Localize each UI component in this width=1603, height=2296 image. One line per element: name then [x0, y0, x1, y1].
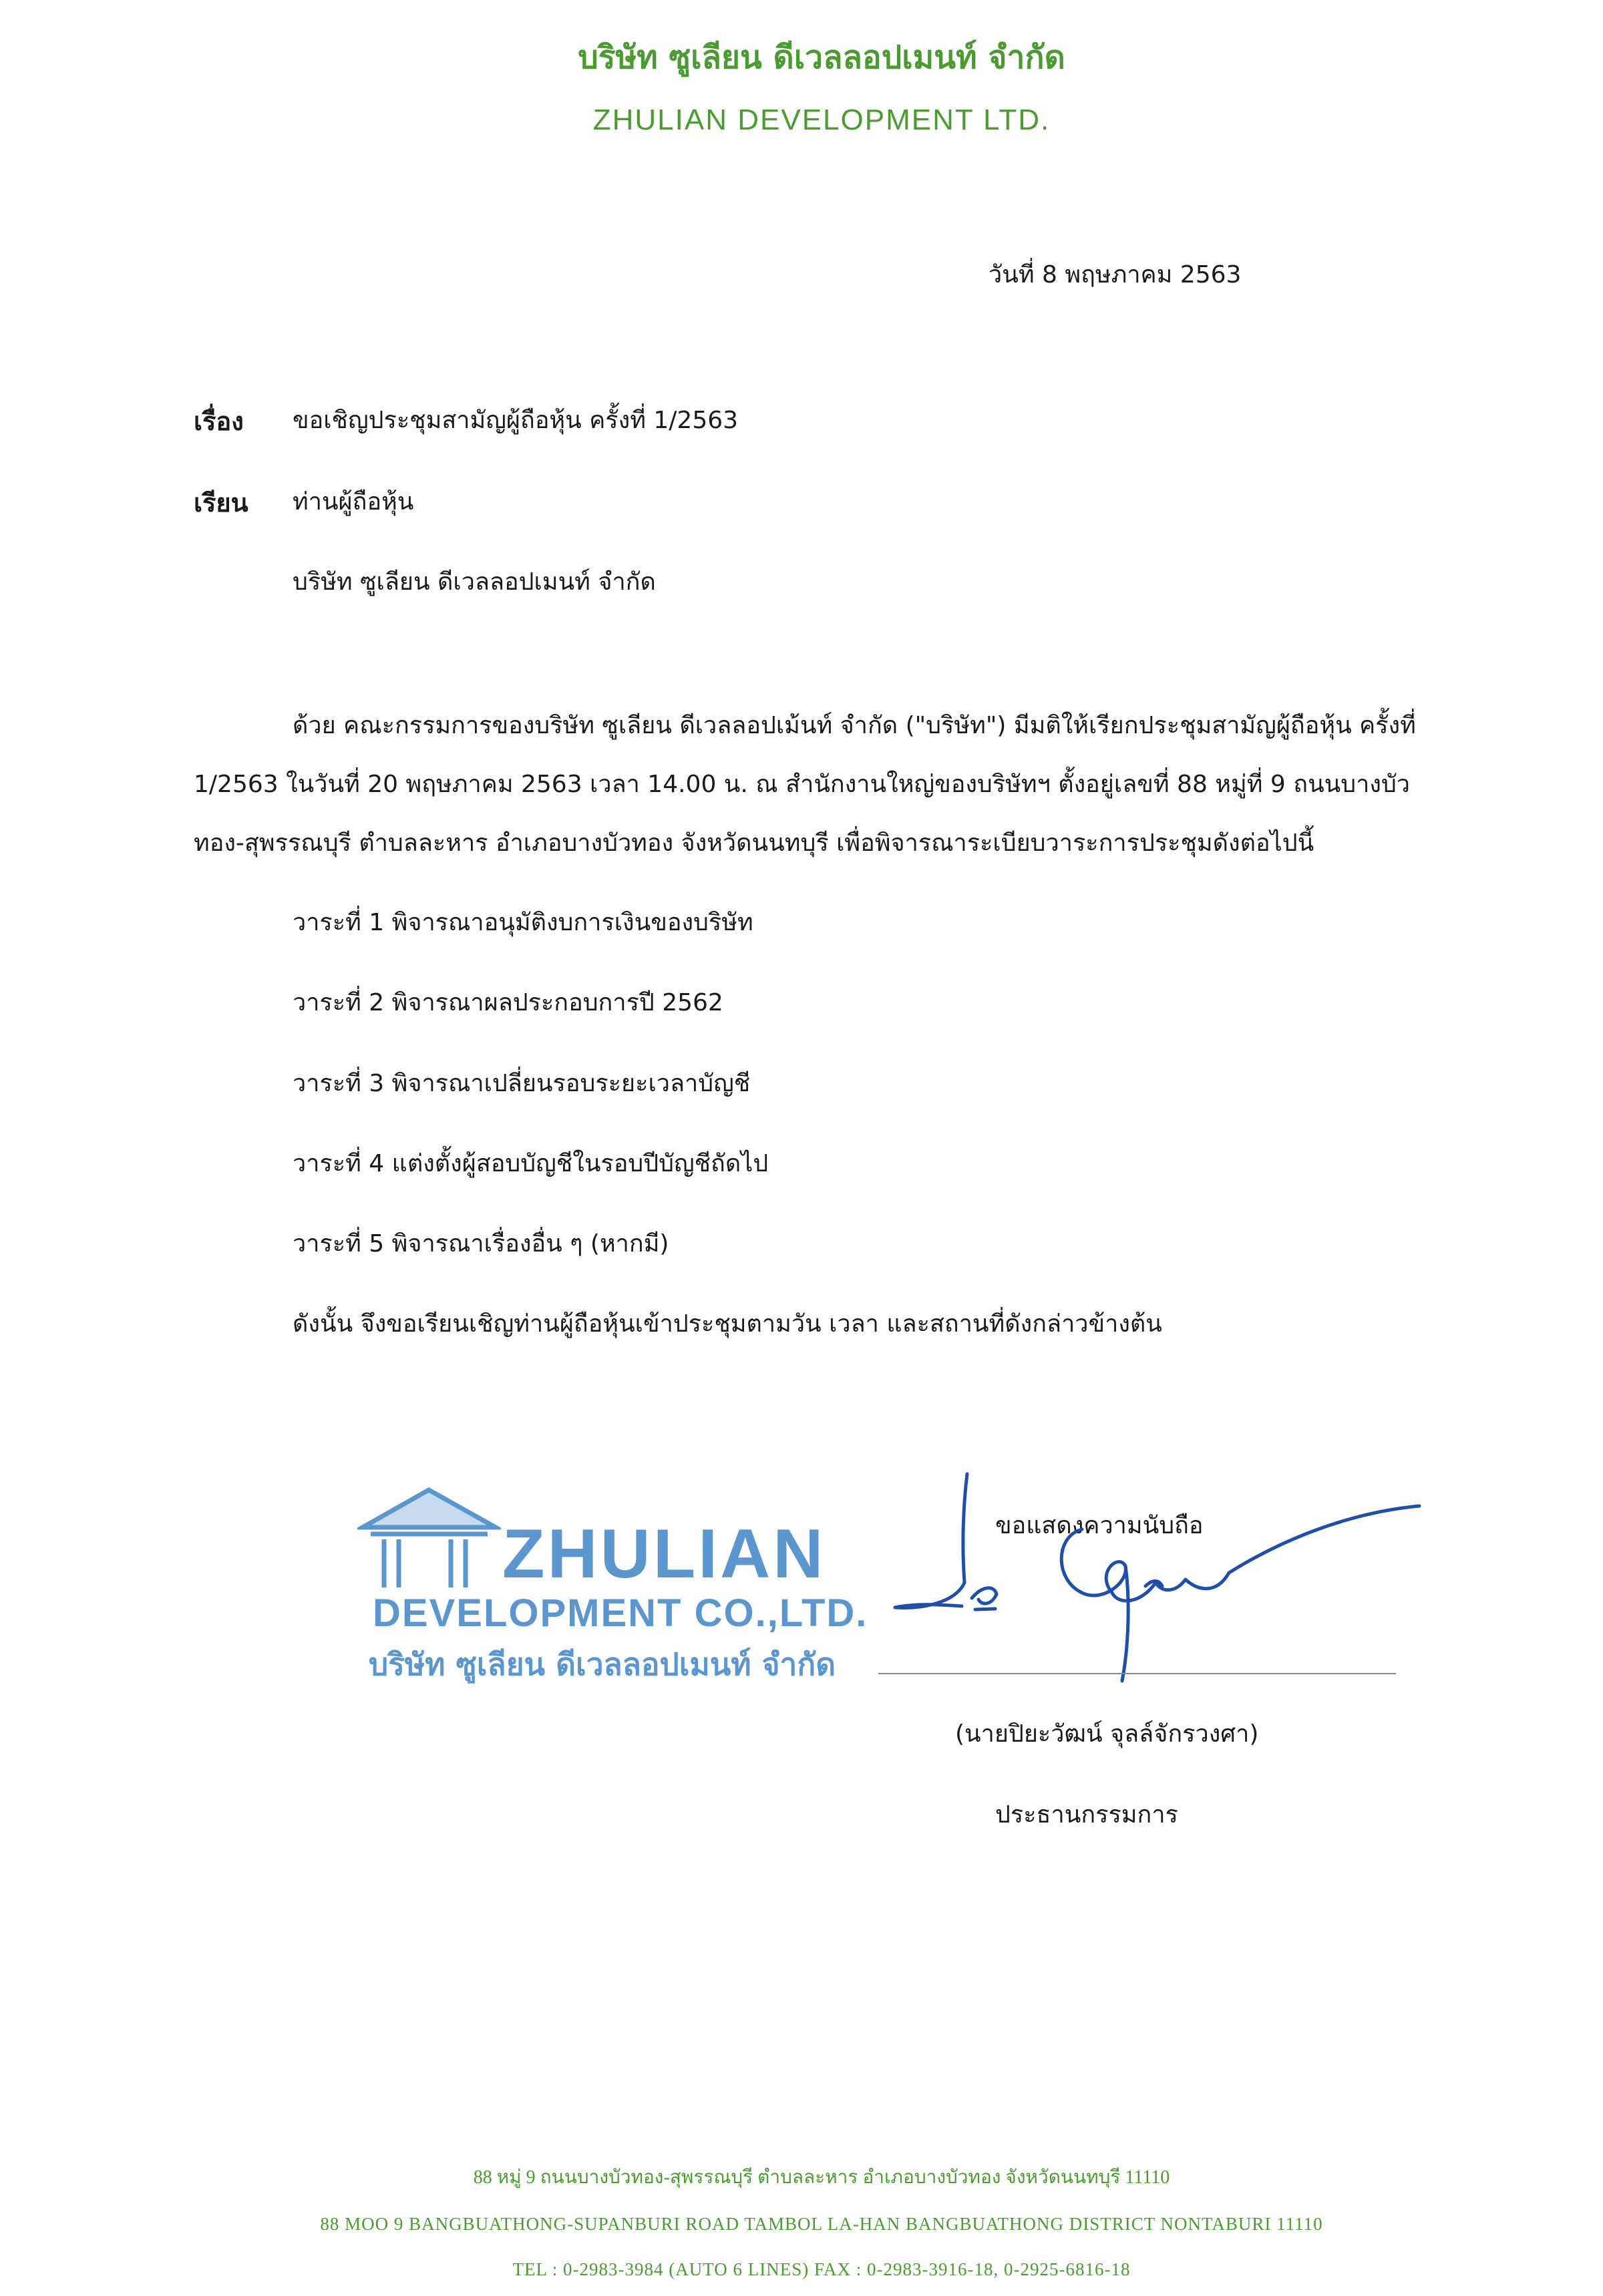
subject-label: เรื่อง: [194, 407, 244, 436]
body-line-3: ทอง-สุพรรณบุรี ตำบลละหาร อำเภอบางบัวทอง จังหวัดนนทบุรี เพื่อพิจารณาระเบียบวาระการประชุมดังต่อไปนี้: [194, 829, 1314, 857]
signature-line: [878, 1673, 1396, 1674]
to-text: ท่านผู้ถือหุ้น: [293, 488, 414, 516]
closing-text: ดังนั้น จึงขอเรียนเชิญท่านผู้ถือหุ้นเข้าประชุมตามวัน เวลา และสถานที่ดังกล่าวข้างต้น: [293, 1310, 1162, 1338]
house-logo-icon: [357, 1486, 501, 1593]
regards-text: ขอแสดงความนับถือ: [995, 1512, 1204, 1539]
agenda-item-3: วาระที่ 3 พิจารณาเปลี่ยนรอบระยะเวลาบัญชี: [293, 1070, 751, 1097]
footer-contact: TEL : 0-2983-3984 (AUTO 6 LINES) FAX : 0-2983-3916-18, 0-2925-6816-18: [512, 2259, 1131, 2279]
agenda-item-2: วาระที่ 2 พิจารณาผลประกอบการปี 2562: [293, 989, 723, 1016]
stamp-logo-text: ZHULIAN: [502, 1515, 826, 1593]
agenda-item-1: วาระที่ 1 พิจารณาอนุมัติงบการเงินของบริษัท: [293, 909, 753, 936]
to-company: บริษัท ซูเลียน ดีเวลลอปเมนท์ จำกัด: [293, 568, 656, 596]
signature-image: [882, 1466, 1429, 1686]
agenda-item-4: วาระที่ 4 แต่งตั้งผู้สอบบัญชีในรอบปีบัญชีถัดไป: [293, 1150, 769, 1177]
footer-address-en: 88 MOO 9 BANGBUATHONG-SUPANBURI ROAD TAMBOL LA-HAN BANGBUATHONG DISTRICT NONTABURI 11110: [320, 2214, 1323, 2234]
letter-date: วันที่ 8 พฤษภาคม 2563: [989, 261, 1242, 289]
letterhead-company-th: บริษัท ซูเลียน ดีเวลลอปเมนท์ จำกัด: [578, 39, 1065, 76]
stamp-company-en: DEVELOPMENT CO.,LTD.: [373, 1591, 868, 1635]
agenda-item-5: วาระที่ 5 พิจารณาเรื่องอื่น ๆ (หากมี): [293, 1230, 669, 1258]
subject-text: ขอเชิญประชุมสามัญผู้ถือหุ้น ครั้งที่ 1/2563: [293, 407, 739, 434]
signer-title: ประธานกรรมการ: [995, 1801, 1178, 1829]
to-label: เรียน: [194, 488, 248, 518]
body-line-1: ด้วย คณะกรรมการของบริษัท ซูเลียน ดีเวลลอปเม้นท์ จำกัด ("บริษัท") มีมติให้เรียกประชุมสามัญผู้ถือหุ้น ครั้งที่: [293, 712, 1416, 739]
body-line-2: 1/2563 ในวันที่ 20 พฤษภาคม 2563 เวลา 14.00 น. ณ สำนักงานใหญ่ของบริษัทฯ ตั้งอยู่เลขที่ 88 หมู่ที่ 9 ถนนบางบัว: [194, 771, 1411, 798]
footer-address-th: 88 หมู่ 9 ถนนบางบัวทอง-สุพรรณบุรี ตำบลละหาร อำเภอบางบัวทอง จังหวัดนนทบุรี 11110: [473, 2167, 1170, 2188]
letterhead-company-en: ZHULIAN DEVELOPMENT LTD.: [592, 104, 1051, 136]
stamp-company-th: บริษัท ซูเลียน ดีเวลลอปเมนท์ จำกัด: [369, 1646, 836, 1682]
signer-name: (นายปิยะวัฒน์ จุลล์จักรวงศา): [955, 1720, 1259, 1748]
